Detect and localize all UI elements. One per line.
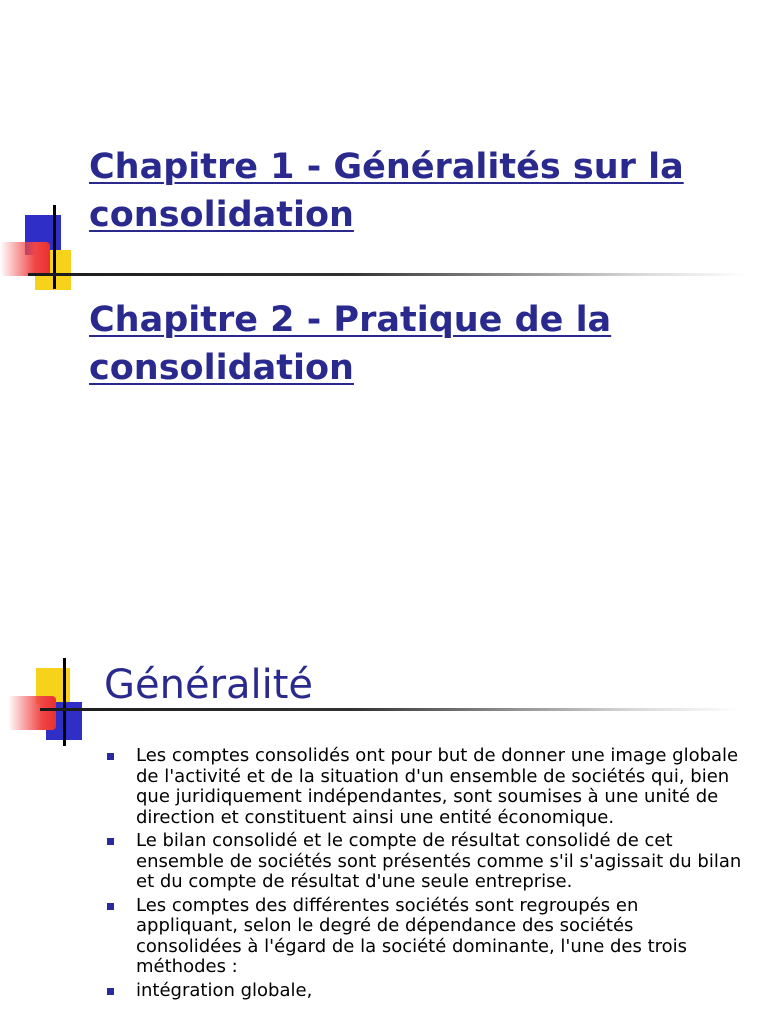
chapter-1-link[interactable]: Chapitre 1 - Généralités sur la consolidation [89, 147, 684, 235]
bullet-text: intégration globale, [136, 979, 313, 1001]
corner-decoration [0, 205, 90, 295]
corner-decoration [8, 658, 98, 748]
list-item [104, 746, 744, 828]
bullet-text: Les comptes consolidés ont pour but de donner une image globale de l'activité et de la situation d'un ensemble de sociétés qui, bien que juridiquement indépendantes, sont soumises à une unité de direction et constituent ainsi une entité économique. [136, 745, 739, 828]
list-item [104, 981, 744, 1002]
bullet-list [104, 746, 744, 1004]
bullet-icon [107, 988, 114, 995]
slide-title: Généralité [104, 662, 314, 708]
title-divider [40, 708, 740, 711]
title-divider [28, 273, 748, 276]
chapter-2-link[interactable]: Chapitre 2 - Pratique de la consolidation [89, 300, 612, 388]
bullet-icon [107, 903, 114, 910]
bullet-text: Le bilan consolidé et le compte de résultat consolidé de cet ensemble de sociétés sont présentés comme s'il s'agissait du bilan et du compte de résultat d'une seule entreprise. [136, 830, 742, 892]
bullet-text: Les comptes des différentes sociétés sont regroupés en appliquant, selon le degré de dépendance des sociétés consolidées à l'égard de la société dominante, l'une des trois méthodes : [136, 894, 688, 977]
bullet-icon [107, 838, 114, 845]
bullet-icon [107, 753, 114, 760]
list-item [104, 831, 744, 893]
slide-2 [0, 600, 768, 1024]
list-item [104, 896, 744, 978]
